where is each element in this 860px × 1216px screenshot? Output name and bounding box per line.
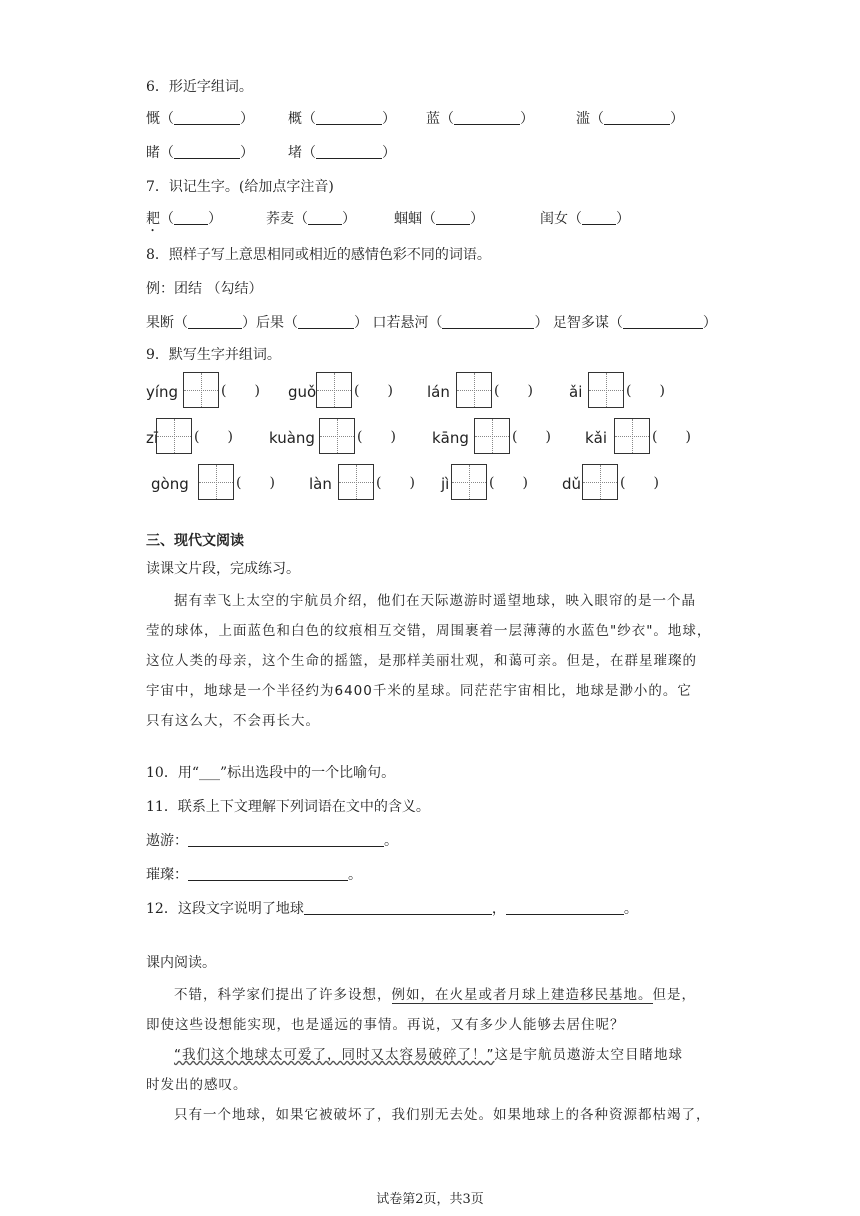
writing-box[interactable] bbox=[338, 464, 374, 500]
pinyin: kuàng bbox=[269, 429, 315, 447]
paren: ( ) bbox=[489, 475, 528, 491]
q11-word2: 璀璨： 。 bbox=[146, 867, 362, 883]
q6-item: 概（ ） bbox=[288, 111, 396, 127]
writing-box[interactable] bbox=[316, 372, 352, 408]
q6-item: 睹（ ） bbox=[146, 145, 254, 161]
paren: ( ) bbox=[620, 475, 659, 491]
page-footer: 试卷第2页，共3页 bbox=[376, 1192, 484, 1207]
q7-title: 7．识记生字。(给加点字注音) bbox=[146, 179, 334, 195]
q6-item: 慨（ ） bbox=[146, 111, 254, 127]
passage-line: 莹的球体，上面蓝色和白色的纹痕相互交错，周围裹着一层薄薄的水蓝色"纱衣"。地球， bbox=[146, 623, 712, 639]
q10: 10．用“___”标出选段中的一个比喻句。 bbox=[146, 765, 396, 781]
writing-box[interactable] bbox=[198, 464, 234, 500]
pinyin: ǎi bbox=[569, 383, 583, 401]
passage-1 bbox=[146, 586, 716, 736]
paren: ( ) bbox=[494, 383, 533, 399]
writing-box[interactable] bbox=[474, 418, 510, 454]
pinyin: jì bbox=[441, 475, 450, 493]
q11-title: 11．联系上下文理解下列词语在文中的含义。 bbox=[146, 799, 430, 815]
passage-line: 即使这些设想能实现，也是遥远的事情。再说，又有多少人能够去居住呢？ bbox=[146, 1017, 625, 1033]
paren: ( ) bbox=[354, 383, 393, 399]
q6-title: 6．形近字组词。 bbox=[146, 79, 253, 95]
passage-line: 宇宙中，地球是一个半径约为6400千米的星球。同茫茫宇宙相比，地球是渺小的。它 bbox=[146, 683, 692, 699]
paren: ( ) bbox=[236, 475, 275, 491]
writing-box[interactable] bbox=[319, 418, 355, 454]
section-intro: 读课文片段，完成练习。 bbox=[146, 561, 300, 577]
reading2-title: 课内阅读。 bbox=[146, 955, 216, 971]
writing-box[interactable] bbox=[582, 464, 618, 500]
pinyin: gòng bbox=[151, 475, 189, 493]
paren: ( ) bbox=[357, 429, 396, 445]
q6-item: 滥（ ） bbox=[576, 111, 684, 127]
q6-item: 蓝（ ） bbox=[426, 111, 534, 127]
q7-item: 蝈蝈（ ） bbox=[394, 211, 484, 227]
q8-example: 例：团结 （勾结） bbox=[146, 281, 263, 297]
paren: ( ) bbox=[512, 429, 551, 445]
q7-item: 荞麦（ ） bbox=[266, 211, 356, 227]
q9-title: 9．默写生字并组词。 bbox=[146, 347, 281, 363]
paren: ( ) bbox=[376, 475, 415, 491]
pinyin: kāng bbox=[432, 429, 469, 447]
passage-2 bbox=[146, 980, 716, 1130]
paren: ( ) bbox=[221, 383, 260, 399]
writing-box[interactable] bbox=[614, 418, 650, 454]
passage-line: 时发出的感叹。 bbox=[146, 1077, 248, 1093]
writing-box[interactable] bbox=[183, 372, 219, 408]
q8-title: 8．照样子写上意思相同或相近的感情色彩不同的词语。 bbox=[146, 247, 491, 263]
passage-line: 不错，科学家们提出了许多设想，例如，在火星或者月球上建造移民基地。但是， bbox=[174, 987, 696, 1003]
q7-item: 闺女（ ） bbox=[540, 211, 630, 227]
writing-box[interactable] bbox=[456, 372, 492, 408]
writing-box[interactable] bbox=[156, 418, 192, 454]
q7-item: 耙（ ） bbox=[146, 211, 222, 227]
passage-line: “我们这个地球太可爱了，同时又太容易破碎了！”这是宇航员遨游太空目睹地球 bbox=[174, 1047, 683, 1063]
passage-line: 只有一个地球，如果它被破坏了，我们别无去处。如果地球上的各种资源都枯竭了， bbox=[174, 1107, 711, 1123]
q12: 12．这段文字说明了地球 ， 。 bbox=[146, 901, 638, 917]
passage-line: 只有这么大，不会再长大。 bbox=[146, 713, 320, 729]
pinyin: làn bbox=[309, 475, 332, 493]
pinyin: guǒ bbox=[288, 383, 317, 401]
q11-word1: 遨游： 。 bbox=[146, 833, 398, 849]
pinyin: yíng bbox=[146, 383, 179, 401]
pinyin: dǔ bbox=[562, 475, 582, 493]
writing-box[interactable] bbox=[451, 464, 487, 500]
passage-line: 据有幸飞上太空的宇航员介绍，他们在天际遨游时遥望地球，映入眼帘的是一个晶 bbox=[174, 593, 696, 609]
passage-line: 这位人类的母亲，这个生命的摇篮，是那样美丽壮观，和蔼可亲。但是，在群星璀璨的 bbox=[146, 653, 697, 669]
writing-box[interactable] bbox=[588, 372, 624, 408]
q6-item: 堵（ ） bbox=[288, 145, 396, 161]
pinyin: lán bbox=[427, 383, 450, 401]
pinyin: kǎi bbox=[585, 429, 608, 447]
paren: ( ) bbox=[194, 429, 233, 445]
paren: ( ) bbox=[626, 383, 665, 399]
q8-items: 果断（ ）后果（ ） 口若悬河（ ） 足智多谋（ ） bbox=[146, 315, 717, 331]
paren: ( ) bbox=[652, 429, 691, 445]
section-title: 三、现代文阅读 bbox=[146, 533, 244, 549]
pinyin: zī bbox=[146, 429, 159, 447]
